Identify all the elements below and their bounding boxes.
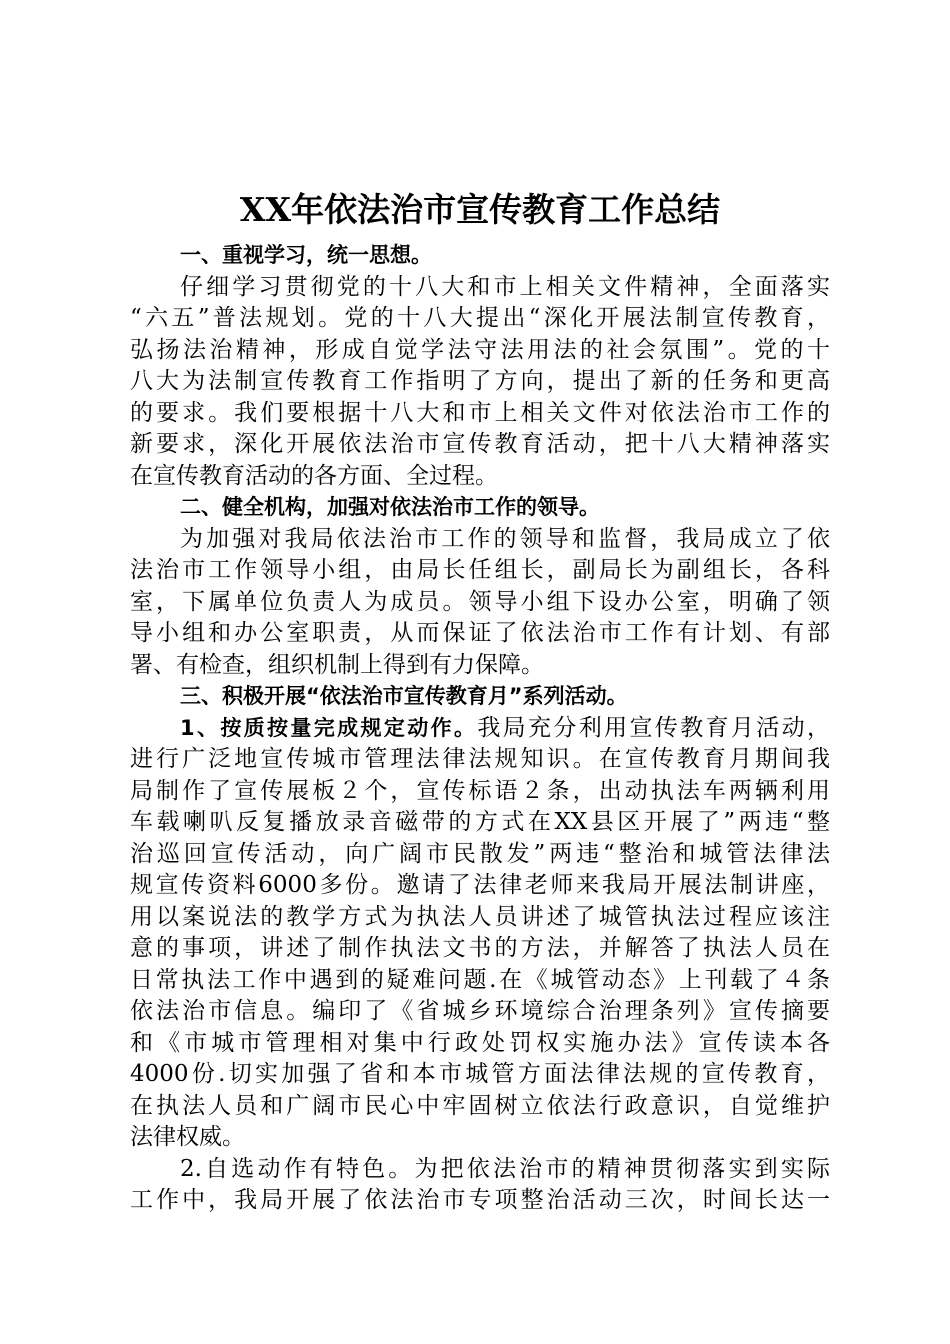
text-line: 弘扬法治精神，形成自觉学法守法用法的社会氛围”。党的十 [130, 336, 830, 363]
text-line: 2.自选动作有特色。为把依法治市的精神贯彻落实到实际 [180, 1155, 830, 1182]
text-line: 署、有检查，组织机制上得到有力保障。 [130, 651, 544, 678]
text-line: 在执法人员和广阔市民心中牢固树立依法行政意识，自觉维护 [130, 1092, 830, 1119]
text-line: 用以案说法的教学方式为执法人员讲述了城管执法过程应该注 [130, 903, 830, 930]
section-2-heading: 二、健全机构，加强对依法治市工作的领导。 [180, 495, 600, 519]
text-line: 依法治市信息。编印了《省城乡环境综合治理条列》宣传摘要 [130, 998, 830, 1024]
subsection-1-lead: 1、按质按量完成规定动作。 [180, 715, 478, 740]
document-title: XX年依法治市宣传教育工作总结 [239, 190, 721, 229]
section-3-heading: 三、积极开展“依法治市宣传教育月”系列活动。 [180, 684, 628, 708]
text-line: 进行广泛地宣传城市管理法律法规知识。在宣传教育月期间我 [130, 746, 830, 772]
section-3-subsection-1 [130, 713, 830, 1154]
section-1-paragraph [130, 272, 830, 493]
text-line: 治巡回宣传活动，向广阔市民散发”两违“整治和城管法律法 [130, 840, 830, 867]
text-line: 仔细学习贯彻党的十八大和市上相关文件精神，全面落实 [180, 273, 830, 300]
section-1-heading: 一、重视学习，统一思想。 [180, 243, 432, 267]
section-2-paragraph [130, 524, 830, 682]
text-line: 意的事项，讲述了制作执法文书的方法，并解答了执法人员在 [130, 935, 830, 961]
text-line: 新要求，深化开展依法治市宣传教育活动，把十八大精神落实 [130, 431, 830, 457]
text-line: 和《市城市管理相对集中行政处罚权实施办法》宣传读本各 [130, 1029, 830, 1056]
text-line: 4000份.切实加强了省和本市城管方面法律法规的宣传教育， [130, 1061, 830, 1087]
text-line: 导小组和办公室职责，从而保证了依法治市工作有计划、有部 [130, 620, 830, 646]
text-line: 工作中，我局开展了依法治市专项整治活动三次，时间长达一 [130, 1187, 830, 1213]
subsection-1-first-line-rest: 我局充分利用宣传教育月活动， [477, 714, 831, 741]
text-line: 日常执法工作中遇到的疑难问题.在《城管动态》上刊载了４条 [130, 966, 830, 993]
text-line: 在宣传教育活动的各方面、全过程。 [130, 462, 498, 489]
text-line [130, 713, 830, 745]
document-page [130, 188, 830, 1217]
text-line: 室，下属单位负责人为成员。领导小组下设办公室，明确了领 [130, 588, 830, 615]
text-line: 为加强对我局依法治市工作的领导和监督，我局成立了依 [180, 525, 830, 552]
text-line: 局制作了宣传展板２个，宣传标语２条，出动执法车两辆利用 [130, 777, 830, 804]
text-line: 车载喇叭反复播放录音磁带的方式在XX县区开展了”两违“整 [130, 809, 830, 835]
text-line: 法律权威。 [130, 1124, 245, 1150]
section-3-subsection-2 [130, 1154, 830, 1217]
text-line: 规宣传资料6000多份。邀请了法律老师来我局开展法制讲座， [130, 872, 830, 898]
text-line: 的要求。我们要根据十八大和市上相关文件对依法治市工作的 [130, 399, 830, 426]
text-line: “六五”普法规划。党的十八大提出“深化开展法制宣传教育， [130, 305, 830, 331]
text-line: 法治市工作领导小组，由局长任组长，副局长为副组长，各科 [130, 557, 830, 583]
text-line: 八大为法制宣传教育工作指明了方向，提出了新的任务和更高 [130, 368, 830, 394]
